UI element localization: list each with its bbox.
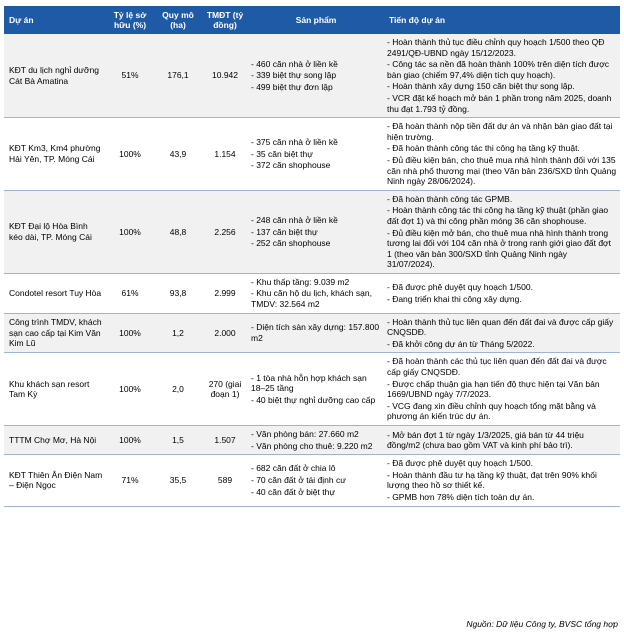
products-cell	[248, 313, 384, 353]
products-cell	[248, 34, 384, 118]
project-name-cell: KĐT Km3, Km4 phường Hải Yên, TP. Móng Cái	[4, 118, 106, 191]
product-item: - 460 căn nhà ở liền kề	[251, 58, 338, 69]
table-row	[4, 426, 620, 455]
scale-cell: 43,9	[154, 118, 202, 191]
progress-item: - Hoàn thành đầu tư hạ tầng kỹ thuật, đạt trên 90% khối lượng theo hồ sơ thiết kế.	[387, 469, 597, 491]
scale-cell: 35,5	[154, 455, 202, 506]
products-list	[251, 429, 381, 451]
investment-cell: 1.507	[202, 426, 248, 455]
table-row	[4, 273, 620, 313]
ownership-cell: 100%	[106, 190, 154, 273]
products-list	[251, 215, 381, 249]
product-item: - 372 căn shophouse	[251, 160, 331, 171]
investment-cell: 270 (giai đoạn 1)	[202, 353, 248, 426]
products-list	[251, 59, 381, 93]
progress-item: - Hoàn thành thủ tục điều chỉnh quy hoạch 1/500 theo QĐ 2491/QĐ-UBND ngày 15/12/2023.	[387, 37, 605, 58]
products-list	[251, 137, 381, 171]
ownership-cell: 100%	[106, 353, 154, 426]
project-name-cell: KĐT Thiên Ân Điện Nam – Điện Ngọc	[4, 455, 106, 506]
ownership-cell: 100%	[106, 313, 154, 353]
scale-cell: 93,8	[154, 273, 202, 313]
progress-list	[387, 458, 617, 502]
project-name-cell: Công trình TMDV, khách sạn cao cấp tại Kim Văn Kim Lũ	[4, 313, 106, 353]
progress-list	[387, 37, 617, 114]
progress-item: - Đã được phê duyệt quy hoạch 1/500.	[387, 458, 533, 469]
product-item: - Văn phòng cho thuê: 9.220 m2	[251, 440, 373, 451]
scale-cell: 48,8	[154, 190, 202, 273]
ownership-cell: 71%	[106, 455, 154, 506]
product-item: - 137 căn biệt thự	[251, 226, 318, 237]
progress-list	[387, 194, 617, 270]
products-cell	[248, 455, 384, 506]
progress-item: - VCG đang xin điều chỉnh quy hoạch tổng mặt bằng và phương án kiến trúc dự án.	[387, 400, 596, 422]
project-name-cell: KĐT du lịch nghỉ dưỡng Cát Bà Amatina	[4, 34, 106, 118]
project-name-cell: TTTM Chợ Mơ, Hà Nội	[4, 426, 106, 455]
progress-item: - Mở bán đợt 1 từ ngày 1/3/2025, giá bán từ 44 triệu đồng/m2 (chưa bao gồm VAT và kinh phí bảo trì).	[387, 429, 584, 451]
scale-cell: 1,2	[154, 313, 202, 353]
progress-cell	[384, 353, 620, 426]
progress-item: - Hoàn thành xây dựng 150 căn biệt thự song lập.	[387, 81, 575, 92]
project-table	[4, 6, 620, 507]
table-row	[4, 34, 620, 118]
header-progress: Tiến độ dự án	[384, 6, 620, 34]
progress-item: - VCR đặt kế hoạch mở bán 1 phần trong năm 2025, doanh thu đạt 1.793 tỷ đồng.	[387, 92, 612, 114]
table-row	[4, 455, 620, 506]
table-row	[4, 190, 620, 273]
product-item: - 682 căn đất ở chia lô	[251, 463, 336, 474]
scale-cell: 1,5	[154, 426, 202, 455]
scale-cell: 2,0	[154, 353, 202, 426]
product-item: - Văn phòng bán: 27.660 m2	[251, 429, 359, 439]
products-list	[251, 463, 381, 497]
progress-list	[387, 317, 617, 350]
product-item: - Diện tích sàn xây dựng: 157.800 m2	[251, 322, 380, 344]
progress-item: - Công tác sa nền đã hoàn thành 100% trên diện tích được bàn giao (chiếm 97,4% diện tích quy hoạch).	[387, 59, 610, 80]
investment-cell: 1.154	[202, 118, 248, 191]
progress-cell	[384, 426, 620, 455]
progress-cell	[384, 34, 620, 118]
progress-item: - Đang triển khai thi công xây dựng.	[387, 293, 522, 304]
ownership-cell: 100%	[106, 118, 154, 191]
products-list	[251, 373, 381, 406]
product-item: - 252 căn shophouse	[251, 238, 331, 249]
progress-item: - Đủ điều kiện mở bán, cho thuê mua nhà hình thành trong tương lai đối với 104 căn nhà ở trong ranh giới giao đất đợt 1 (theo văn bản 300/SXD tỉnh Quảng Ninh ngày 31/07/2024).	[387, 227, 611, 270]
product-item: - 339 biệt thự song lập	[251, 70, 337, 81]
progress-item: - Đã được phê duyệt quy hoạch 1/500.	[387, 282, 533, 293]
products-list	[251, 322, 381, 343]
progress-cell	[384, 118, 620, 191]
project-name-cell: KĐT Đại lộ Hòa Bình kéo dài, TP. Móng Cái	[4, 190, 106, 273]
product-item: - Khu thấp tầng: 9.039 m2	[251, 276, 350, 287]
products-cell	[248, 118, 384, 191]
ownership-cell: 61%	[106, 273, 154, 313]
ownership-cell: 51%	[106, 34, 154, 118]
product-item: - 35 căn biệt thự	[251, 148, 313, 159]
project-name-cell: Khu khách sạn resort Tam Kỳ	[4, 353, 106, 426]
product-item: - 40 biệt thự nghỉ dưỡng cao cấp	[251, 395, 376, 406]
progress-cell	[384, 190, 620, 273]
project-name-cell: Condotel resort Tuy Hòa	[4, 273, 106, 313]
header-investment: TMĐT (tỷ đồng)	[202, 6, 248, 34]
progress-cell	[384, 273, 620, 313]
product-item: - 70 căn đất ở tái định cư	[251, 475, 346, 486]
table-row	[4, 118, 620, 191]
progress-list	[387, 356, 617, 422]
progress-cell	[384, 455, 620, 506]
investment-cell: 10.942	[202, 34, 248, 118]
progress-item: - Đã hoàn thành công tác GPMB.	[387, 193, 513, 204]
table-row	[4, 313, 620, 353]
investment-cell: 2.999	[202, 273, 248, 313]
investment-cell: 2.256	[202, 190, 248, 273]
progress-item: - GPMB hơn 78% diện tích toàn dự án.	[387, 491, 535, 502]
progress-item: - Đã hoàn thành công tác thi công hạ tầng kỹ thuật.	[387, 143, 580, 154]
table-body	[4, 34, 620, 506]
progress-item: - Được chấp thuận gia hạn tiến độ thực hiện tại Văn bản 1669/UBND ngày 7/7/2023.	[387, 378, 600, 400]
header-ownership: Tỷ lệ sở hữu (%)	[106, 6, 154, 34]
header-products: Sản phẩm	[248, 6, 384, 34]
products-list	[251, 277, 381, 310]
progress-list	[387, 430, 617, 451]
products-cell	[248, 273, 384, 313]
progress-item: - Hoàn thành thủ tục liên quan đến đất đai và được cấp giấy CNQSDĐ.	[387, 316, 614, 338]
product-item: - 375 căn nhà ở liền kề	[251, 137, 338, 148]
products-cell	[248, 426, 384, 455]
progress-item: - Đủ điều kiện bán, cho thuê mua nhà hình thành đối với 135 căn nhà phố thương mại (theo Văn bản 236/SXD tỉnh Quảng Ninh ngày 28/06/2024).	[387, 154, 617, 187]
product-item: - 1 tòa nhà hỗn hợp khách sạn 18–25 tầng	[251, 372, 367, 394]
progress-list	[387, 121, 617, 187]
product-item: - Khu căn hộ du lịch, khách sạn, TMDV: 32.564 m2	[251, 288, 372, 310]
progress-item: - Hoàn thành công tác thi công hạ tầng kỹ thuật (phần giao đất đợt 1) và thi công phần móng 36 căn shophouse.	[387, 205, 609, 226]
products-cell	[248, 353, 384, 426]
progress-list	[387, 282, 617, 304]
product-item: - 40 căn đất ở biệt thự	[251, 486, 336, 497]
table-header-row	[4, 6, 620, 34]
progress-item: - Đã khởi công dự án từ Tháng 5/2022.	[387, 338, 535, 349]
table-row	[4, 353, 620, 426]
product-item: - 499 biệt thự đơn lập	[251, 81, 333, 92]
source-note: Nguồn: Dữ liệu Công ty, BVSC tổng hợp	[466, 619, 618, 629]
investment-cell: 2.000	[202, 313, 248, 353]
header-scale: Quy mô (ha)	[154, 6, 202, 34]
progress-item: - Đã hoàn thành các thủ tục liên quan đến đất đai và được cấp giấy CNQSDĐ.	[387, 356, 607, 378]
investment-cell: 589	[202, 455, 248, 506]
progress-cell	[384, 313, 620, 353]
progress-item: - Đã hoàn thành nộp tiền đất dự án và nhận bàn giao đất tại hiện trường.	[387, 121, 613, 142]
ownership-cell: 100%	[106, 426, 154, 455]
scale-cell: 176,1	[154, 34, 202, 118]
products-cell	[248, 190, 384, 273]
product-item: - 248 căn nhà ở liền kề	[251, 214, 338, 225]
header-project: Dự án	[4, 6, 106, 34]
